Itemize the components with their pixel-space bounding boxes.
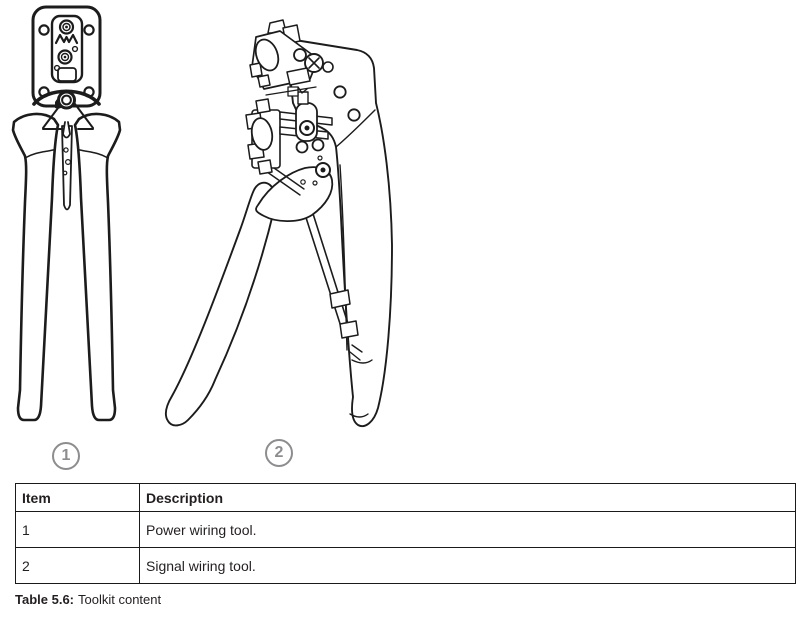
table-header-item: Item — [16, 484, 140, 512]
tool2-left-handle — [166, 183, 278, 426]
cell-item-1: 1 — [16, 512, 140, 548]
table-row — [16, 548, 796, 584]
table-caption-label: Table 5.6: — [15, 592, 75, 607]
cell-item-2: 2 — [16, 548, 140, 584]
tool1-linkage — [62, 126, 72, 210]
table-header-row — [16, 484, 796, 512]
callout-2 — [265, 439, 293, 467]
table-header-description: Description — [140, 484, 796, 512]
callout-2-number: 2 — [274, 444, 284, 461]
cell-description-2: Signal wiring tool. — [140, 548, 796, 584]
callout-1 — [52, 442, 80, 470]
table-caption-text: Toolkit content — [78, 592, 162, 607]
power-wiring-tool-illustration — [8, 2, 138, 437]
table-caption — [15, 592, 811, 608]
signal-wiring-tool-illustration — [160, 15, 400, 435]
callout-1-number: 1 — [61, 447, 71, 464]
toolkit-table — [15, 483, 796, 584]
cell-description-1: Power wiring tool. — [140, 512, 796, 548]
table-row — [16, 512, 796, 548]
